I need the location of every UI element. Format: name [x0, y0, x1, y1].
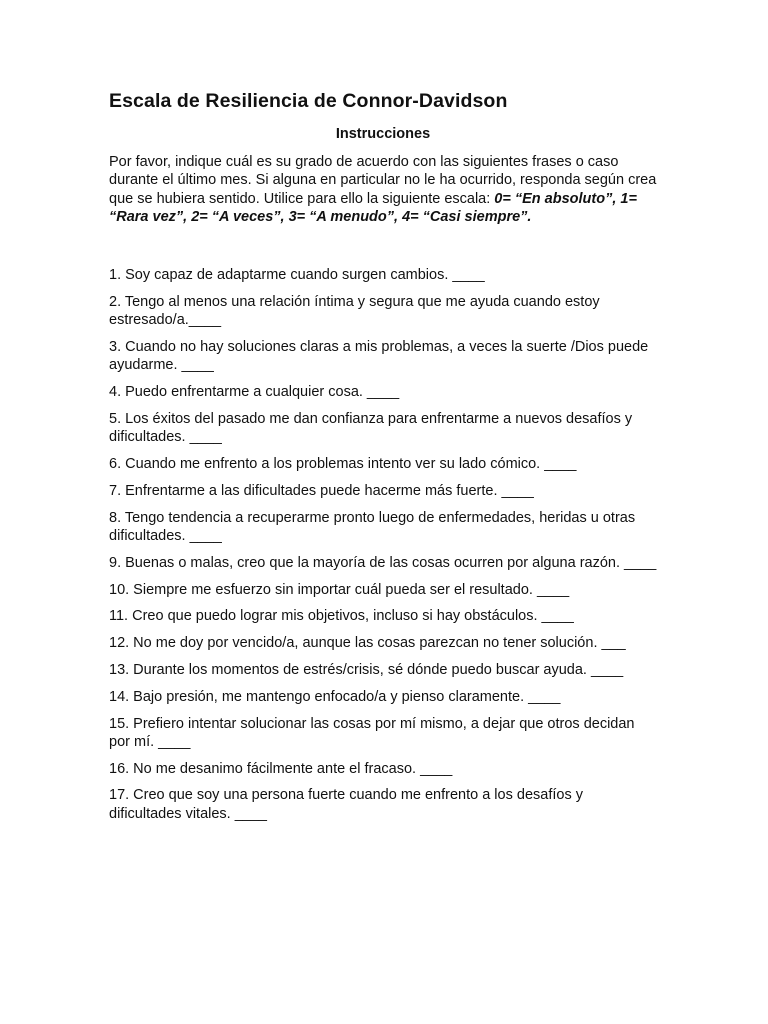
question-item: 17. Creo que soy una persona fuerte cuando me enfrento a los desafíos y dificultades vitales. ____ [109, 787, 583, 822]
question-item: 11. Creo que puedo lograr mis objetivos, incluso si hay obstáculos. ____ [109, 608, 574, 625]
instructions-text: Por favor, indique cuál es su grado de acuerdo con las siguientes frases o caso durante el último mes. Si alguna en particular no le ha ocurrido, responda según crea que se hubiera sentido. Utilice para ello la siguiente escala: [109, 154, 657, 207]
question-item: 1. Soy capaz de adaptarme cuando surgen cambios. ____ [109, 267, 485, 284]
question-item: 15. Prefiero intentar solucionar las cosas por mí mismo, a dejar que otros decidan por mí. ____ [109, 715, 635, 750]
question-item: 13. Durante los momentos de estrés/crisis, sé dónde puedo buscar ayuda. ____ [109, 661, 624, 678]
instructions-paragraph [109, 153, 657, 226]
question-item: 7. Enfrentarme a las dificultades puede hacerme más fuerte. ____ [109, 482, 534, 499]
question-list [109, 266, 657, 823]
document-page [109, 88, 657, 832]
question-item: 2. Tengo al menos una relación íntima y segura que me ayuda cuando estoy estresado/a.____ [109, 293, 600, 329]
question-item: 9. Buenas o malas, creo que la mayoría de las cosas ocurren por alguna razón. ____ [109, 554, 657, 571]
question-item: 4. Puedo enfrentarme a cualquier cosa. ____ [109, 384, 400, 401]
question-item: 6. Cuando me enfrento a los problemas intento ver su lado cómico. ____ [109, 456, 577, 473]
instructions-heading: Instrucciones [335, 126, 431, 142]
question-item: 3. Cuando no hay soluciones claras a mis problemas, a veces la suerte /Dios puede ayudarme. ____ [109, 339, 649, 374]
question-item: 10. Siempre me esfuerzo sin importar cuál pueda ser el resultado. ____ [109, 581, 570, 598]
question-item: 14. Bajo presión, me mantengo enfocado/a y pienso claramente. ____ [109, 688, 561, 705]
question-item: 12. No me doy por vencido/a, aunque las cosas parezcan no tener solución. ___ [109, 635, 626, 652]
instructions-scale: 0= “En absoluto”, 1= “Rara vez”, 2= “A veces”, 3= “A menudo”, 4= “Casi siempre”. [109, 190, 637, 225]
question-item: 16. No me desanimo fácilmente ante el fracaso. ____ [109, 760, 453, 777]
question-item: 5. Los éxitos del pasado me dan confianza para enfrentarme a nuevos desafíos y dificultades. ____ [109, 410, 633, 446]
question-item: 8. Tengo tendencia a recuperarme pronto luego de enfermedades, heridas u otras dificultades. ____ [109, 509, 636, 544]
document-title: Escala de Resiliencia de Connor-Davidson [109, 90, 508, 112]
